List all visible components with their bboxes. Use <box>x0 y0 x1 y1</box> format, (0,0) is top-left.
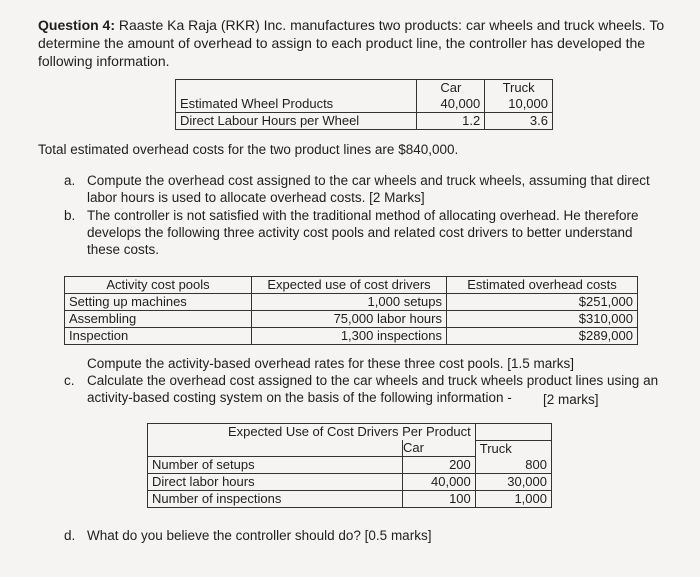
row-label: Number of setups <box>148 457 403 474</box>
wheel-data-table <box>175 79 553 130</box>
truck-value: 3.6 <box>485 113 553 130</box>
table-title-row <box>148 424 552 441</box>
question-label: Question 4: <box>38 17 116 33</box>
part-a-letter: a. <box>64 173 76 188</box>
table-row <box>148 491 552 508</box>
part-b-task: Compute the activity-based overhead rates for these three cost pools. [1.5 marks] <box>87 356 574 371</box>
table-row <box>176 113 553 130</box>
table-row <box>65 294 638 311</box>
column-header-car: Car <box>417 80 485 97</box>
column-header-pools: Activity cost pools <box>65 277 252 294</box>
car-value: 200 <box>403 457 476 474</box>
car-value: 100 <box>403 491 476 508</box>
column-header-car: Car <box>403 440 476 457</box>
table-row <box>65 328 638 345</box>
question-intro <box>38 16 668 70</box>
table-header-row <box>65 277 638 294</box>
part-b-line2: develops the following three activity cost pools and related cost drivers to better understand <box>87 225 633 240</box>
table-row <box>148 474 552 491</box>
table-cell <box>475 424 551 441</box>
part-b-line3: these costs. <box>87 242 160 257</box>
cost-value: $251,000 <box>447 294 638 311</box>
row-label: Number of inspections <box>148 491 403 508</box>
table-row <box>148 457 552 474</box>
pool-name: Setting up machines <box>65 294 252 311</box>
column-header-truck: Truck <box>485 80 553 97</box>
truck-value: 800 <box>475 457 551 474</box>
part-c-line2: activity-based costing system on the basis of the following information - <box>87 390 512 405</box>
part-b-letter: b. <box>64 208 76 223</box>
driver-value: 1,300 inspections <box>252 328 447 345</box>
table-header-row <box>176 80 553 97</box>
driver-value: 1,000 setups <box>252 294 447 311</box>
pool-name: Inspection <box>65 328 252 345</box>
car-value: 40,000 <box>417 96 485 113</box>
car-value: 1.2 <box>417 113 485 130</box>
part-a-line1: Compute the overhead cost assigned to the car wheels and truck wheels, assuming that direct <box>87 173 650 188</box>
cost-value: $289,000 <box>447 328 638 345</box>
table-row <box>65 311 638 328</box>
part-c-marks: [2 marks] <box>543 392 599 407</box>
row-label: Estimated Wheel Products <box>176 96 417 113</box>
part-c-line1: Calculate the overhead cost assigned to the car wheels and truck wheels product lines using an <box>87 373 659 388</box>
part-d-text: What do you believe the controller should do? [0.5 marks] <box>87 528 432 543</box>
part-b-line1: The controller is not satisfied with the traditional method of allocating overhead. He therefore <box>87 208 639 223</box>
table-header-row <box>148 440 552 457</box>
question-intro-text: Raaste Ka Raja (RKR) Inc. manufactures two products: car wheels and truck wheels. To determine the amount of overhead to assign to each product line, the controller has developed the following information. <box>38 17 665 69</box>
table-title: Expected Use of Cost Drivers Per Product <box>148 424 476 441</box>
row-label: Direct Labour Hours per Wheel <box>176 113 417 130</box>
table-cell <box>176 80 417 97</box>
truck-value: 1,000 <box>475 491 551 508</box>
pool-name: Assembling <box>65 311 252 328</box>
table-row <box>176 96 553 113</box>
row-label: Direct labor hours <box>148 474 403 491</box>
cost-drivers-per-product-table <box>147 423 552 508</box>
car-value: 40,000 <box>403 474 476 491</box>
truck-value: 10,000 <box>485 96 553 113</box>
activity-cost-pools-table <box>64 276 638 345</box>
driver-value: 75,000 labor hours <box>252 311 447 328</box>
cost-value: $310,000 <box>447 311 638 328</box>
part-d-letter: d. <box>64 528 76 543</box>
table-cell <box>148 440 403 457</box>
column-header-truck: Truck <box>475 440 551 457</box>
column-header-costs: Estimated overhead costs <box>447 277 638 294</box>
total-overhead-text: Total estimated overhead costs for the two product lines are $840,000. <box>38 142 459 157</box>
part-c-letter: c. <box>64 373 75 388</box>
truck-value: 30,000 <box>475 474 551 491</box>
column-header-drivers: Expected use of cost drivers <box>252 277 447 294</box>
part-a-line2: labor hours is used to allocate overhead costs. [2 Marks] <box>87 190 425 205</box>
